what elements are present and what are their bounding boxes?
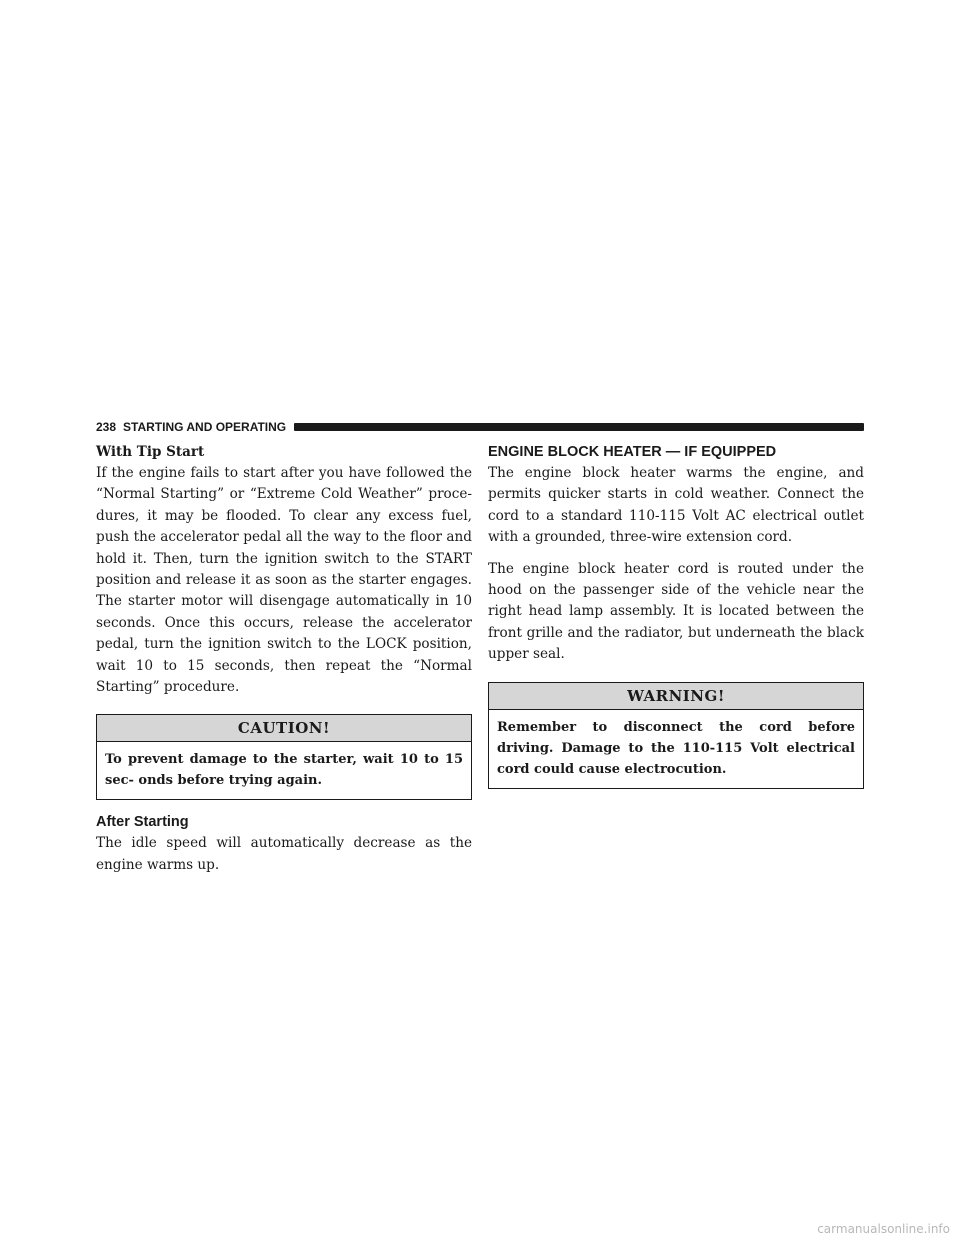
caution-title: CAUTION!: [97, 715, 471, 742]
left-column: [96, 442, 472, 876]
block-heater-paragraph-2: The engine block heater cord is routed under the hood on the passenger side of the vehicle near the right head lamp assembly. It is located between the front grille and the radiator, but underneath the black upper seal.: [488, 560, 864, 663]
page-number: 238: [96, 420, 117, 434]
watermark: carmanualsonline.info: [817, 1222, 950, 1236]
tip-start-paragraph: If the engine fails to start after you have followed the “Normal Starting” or “Extreme Cold Weather” proce- dures, it may be flooded. To clear any excess fuel, push the accelerator pedal all the way to the floor and hold it. Then, turn the ignition switch to the START position and release it as soon as the starter engages. The starter motor will disengage automatically in 10 seconds. Once this occurs, release the accelerator pedal, turn the ignition switch to the LOCK position, wait 10 to 15 seconds, then repeat the “Normal Starting” procedure.: [96, 465, 472, 696]
warning-text: Remember to disconnect the cord before driving. Damage to the 110-115 Volt electrical cord could cause electrocution.: [497, 719, 855, 777]
warning-title: WARNING!: [489, 683, 863, 710]
warning-box: [488, 682, 864, 789]
header-rule: [294, 423, 864, 431]
block-heater-heading: ENGINE BLOCK HEATER — IF EQUIPPED: [488, 444, 777, 460]
page-header: [96, 418, 864, 436]
section-title: STARTING AND OPERATING: [123, 420, 287, 434]
caution-text: To prevent damage to the starter, wait 10 to 15 sec- onds before trying again.: [105, 752, 463, 789]
tip-start-heading: With Tip Start: [96, 444, 205, 460]
caution-box: [96, 714, 472, 800]
block-heater-paragraph-1: The engine block heater warms the engine, and permits quicker starts in cold weather. Connect the cord to a standard 110-115 Volt AC electrical outlet with a grounded, three-wire extension cord.: [488, 465, 864, 546]
right-column: [488, 442, 864, 789]
after-starting-heading: After Starting: [96, 814, 189, 831]
after-starting-paragraph: The idle speed will automatically decrease as the engine warms up.: [96, 835, 472, 873]
